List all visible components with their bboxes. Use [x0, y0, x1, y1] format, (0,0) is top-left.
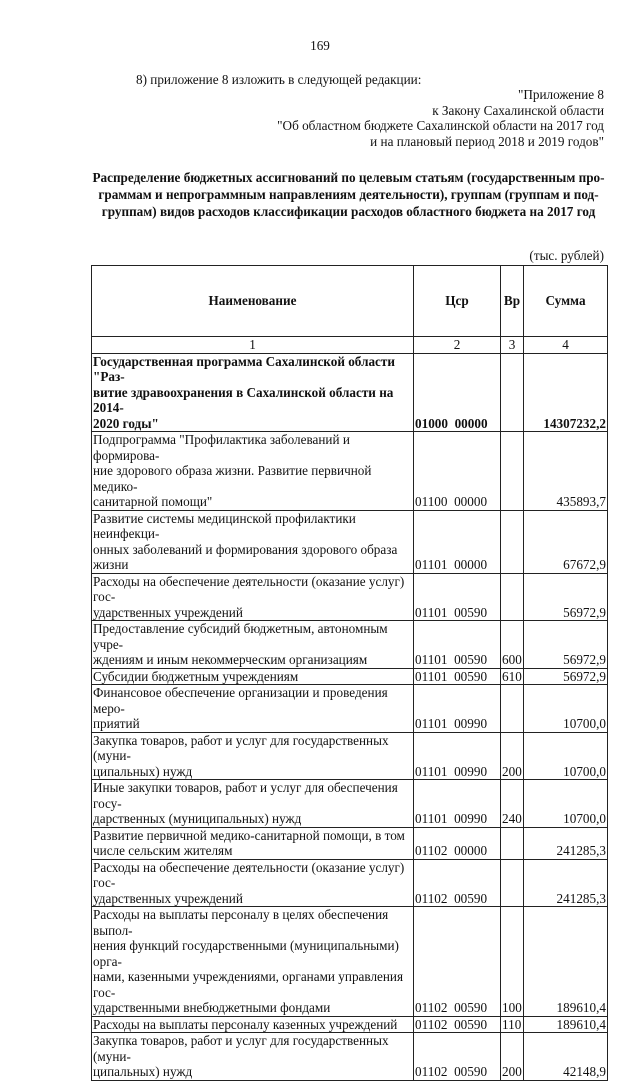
- row-name: Государственная программа Сахалинской области "Раз- витие здравоохранения в Сахалинской области на 2014- 2020 годы": [92, 353, 414, 432]
- table-row: [92, 621, 608, 669]
- row-sum: 189610,4: [524, 1016, 608, 1033]
- row-vr: [501, 510, 524, 573]
- units-label: (тыс. рублей): [529, 248, 604, 263]
- row-name: Развитие системы медицинской профилактики неинфекци- онных заболеваний и формирования здорового образа жизни: [92, 510, 414, 573]
- row-sum: 241285,3: [524, 859, 608, 907]
- row-sum: 241285,3: [524, 827, 608, 859]
- column-number: 1: [92, 337, 414, 354]
- table-row: [92, 732, 608, 780]
- row-sum: 10700,0: [524, 780, 608, 828]
- row-name: Расходы на обеспечение деятельности (оказание услуг) гос- ударственных учреждений: [92, 859, 414, 907]
- header-csr: Цср: [414, 266, 501, 337]
- appendix-header: "Приложение 8 к Закону Сахалинской области "Об областном бюджете Сахалинской области на 2017 год и на плановый период 2018 и 2019 годов": [277, 87, 604, 149]
- row-name: Расходы на обеспечение деятельности (оказание услуг) гос- ударственных учреждений: [92, 573, 414, 621]
- table-row: [92, 668, 608, 685]
- page-number: 169: [310, 38, 330, 53]
- table-row: [92, 353, 608, 432]
- column-number: 2: [414, 337, 501, 354]
- header-sum: Сумма: [524, 266, 608, 337]
- row-sum: 42148,9: [524, 1033, 608, 1081]
- row-sum: 56972,9: [524, 668, 608, 685]
- row-vr: 200: [501, 1033, 524, 1081]
- row-vr: 610: [502, 668, 522, 684]
- table-row: [92, 1016, 608, 1033]
- row-csr: 01102 00590: [414, 1016, 501, 1033]
- row-vr: [501, 353, 524, 432]
- row-sum: 435893,7: [524, 432, 608, 511]
- row-csr: 01101 00590: [414, 668, 501, 685]
- row-vr: 240: [501, 780, 524, 828]
- row-sum: 10700,0: [524, 685, 608, 733]
- table-header-row: [92, 266, 608, 337]
- row-name: Субсидии бюджетным учреждениям: [92, 668, 414, 685]
- table-row: [92, 432, 608, 511]
- row-name: Иные закупки товаров, работ и услуг для обеспечения госу- дарственных (муниципальных) нужд: [92, 780, 414, 828]
- row-vr: [501, 859, 524, 907]
- row-csr: 01000 00000: [414, 353, 501, 432]
- column-number: 3: [501, 337, 524, 354]
- row-sum: 14307232,2: [524, 353, 608, 432]
- row-csr: 01101 00990: [414, 685, 501, 733]
- row-vr: 110: [501, 1016, 524, 1033]
- table-row: [92, 573, 608, 621]
- table-row: [92, 907, 608, 1017]
- row-csr: 01101 00990: [414, 780, 501, 828]
- row-sum: 10700,0: [524, 732, 608, 780]
- row-vr: 100: [501, 907, 524, 1017]
- table-row: [92, 1033, 608, 1081]
- row-csr: 01101 00590: [414, 621, 501, 669]
- intro-paragraph: 8) приложение 8 изложить в следующей редакции:: [136, 72, 422, 87]
- row-csr: 01101 00990: [414, 732, 501, 780]
- row-name: Закупка товаров, работ и услуг для государственных (муни- ципальных) нужд: [92, 1033, 414, 1081]
- row-csr: 01102 00000: [414, 827, 501, 859]
- header-name: Наименование: [92, 266, 414, 337]
- row-csr: 01101 00590: [414, 573, 501, 621]
- row-vr: [501, 827, 524, 859]
- row-vr: 200: [501, 732, 524, 780]
- row-vr: [501, 432, 524, 511]
- table-row: [92, 827, 608, 859]
- header-vr: Вр: [501, 266, 524, 337]
- row-vr: [501, 685, 524, 733]
- row-csr: 01100 00000: [414, 432, 501, 511]
- row-name: Развитие первичной медико-санитарной помощи, в том числе сельским жителям: [92, 827, 414, 859]
- column-number: 4: [524, 337, 608, 354]
- table-row: [92, 510, 608, 573]
- document-title: Распределение бюджетных ассигнований по целевым статьям (государственным про- граммам и непрограммным направлениям деятельности), группам (группам и под- группам) видов расходов классификации расходов областного бюджета на 2017 год: [92, 170, 605, 219]
- row-name: Расходы на выплаты персоналу в целях обеспечения выпол- нения функций государственными (муниципальными) орга- нами, казенными учреждениями, органами управления гос- ударственными внебюджетными фондами: [92, 907, 414, 1017]
- row-name: Предоставление субсидий бюджетным, автономным учре- ждениям и иным некоммерческим организациям: [92, 621, 414, 669]
- row-vr: 600: [501, 621, 524, 669]
- budget-table: [91, 265, 608, 1081]
- row-sum: 67672,9: [524, 510, 608, 573]
- table-row: [92, 685, 608, 733]
- row-name: Закупка товаров, работ и услуг для государственных (муни- ципальных) нужд: [92, 732, 414, 780]
- row-sum: 56972,9: [524, 573, 608, 621]
- row-name: Расходы на выплаты персоналу казенных учреждений: [92, 1016, 414, 1033]
- row-csr: 01102 00590: [414, 859, 501, 907]
- column-number-row: [92, 337, 608, 354]
- row-csr: 01102 00590: [414, 907, 501, 1017]
- row-csr: 01101 00000: [414, 510, 501, 573]
- row-vr: [501, 573, 524, 621]
- table-row: [92, 859, 608, 907]
- row-csr: 01102 00590: [414, 1033, 501, 1081]
- row-sum: 189610,4: [524, 907, 608, 1017]
- row-sum: 56972,9: [524, 621, 608, 669]
- row-name: Финансовое обеспечение организации и проведения меро- приятий: [92, 685, 414, 733]
- table-row: [92, 780, 608, 828]
- row-name: Подпрограмма "Профилактика заболеваний и формирова- ние здорового образа жизни. Развитие первичной медико- санитарной помощи": [92, 432, 414, 511]
